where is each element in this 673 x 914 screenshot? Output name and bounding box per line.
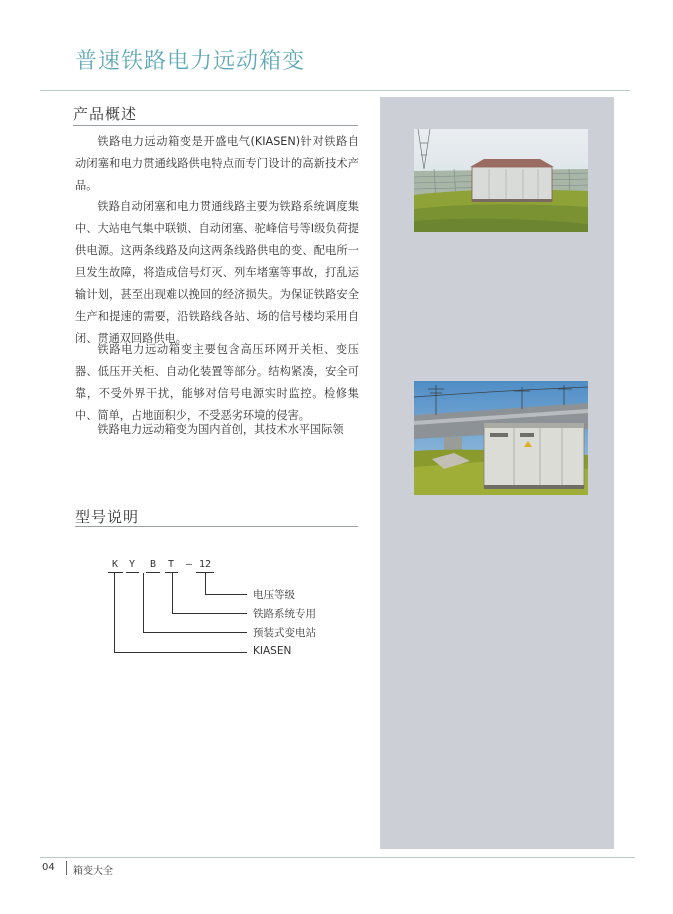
model-code-letter: Y: [129, 559, 136, 570]
code-underline: [108, 572, 123, 573]
connector-line: [172, 613, 247, 614]
section-heading-model: 型号说明: [75, 508, 140, 526]
photo-box-substation-field: [414, 129, 588, 232]
connector-line: [172, 573, 173, 614]
connector-line: [205, 594, 247, 595]
model-desc-brand: KIASEN: [253, 645, 292, 657]
section-heading-overview: 产品概述: [73, 105, 138, 123]
section-divider: [75, 526, 358, 527]
overview-paragraph: 铁路电力远动箱变主要包含高压环网开关柜、变压器、低压开关柜、自动化装置等部分。结构紧凑，安全可靠，不受外界干扰，能够对信号电源实时监控。检修集中、简单，占地面积少，不受恶劣环境的侵害。: [75, 343, 359, 422]
connector-line: [143, 573, 144, 633]
model-code-letter: 12: [199, 559, 212, 570]
model-desc-railway: 铁路系统专用: [253, 608, 316, 620]
photo-illustration: [414, 129, 588, 232]
footer-separator: [66, 861, 67, 875]
section-divider: [73, 125, 358, 126]
photo-illustration: [414, 381, 588, 495]
model-code-letter: B: [150, 559, 157, 570]
connector-line: [114, 652, 247, 653]
footer-divider: [40, 857, 635, 858]
code-underline: [126, 572, 139, 573]
model-desc-voltage: 电压等级: [253, 589, 295, 601]
model-desc-prefab-substation: 预装式变电站: [253, 627, 316, 639]
connector-line: [205, 573, 206, 595]
model-code-letter: K: [112, 559, 119, 570]
overview-paragraph: 铁路电力远动箱变是开盛电气(KIASEN)针对铁路自动闭塞和电力贯通线路供电特点而专门设计的高新技术产品。: [75, 135, 359, 192]
page-title: 普速铁路电力远动箱变: [75, 49, 306, 74]
connector-line: [114, 573, 115, 653]
overview-paragraph: 铁路自动闭塞和电力贯通线路主要为铁路系统调度集中、大站电气集中联锁、自动闭塞、驼峰信号等Ⅰ级负荷提供电源。这两条线路及向这两条线路供电的变、配电所一旦发生故障，将造成信号灯灭、列车堵塞等事故，打乱运输计划，甚至出现难以挽回的经济损失。为保证铁路安全生产和提速的需要，沿铁路线各站、场的信号楼均采用自闭、贯通双回路供电。: [75, 200, 359, 345]
photo-box-substation-bridge: [414, 381, 588, 495]
book-title: 箱变大全: [73, 866, 113, 877]
connector-line: [143, 632, 247, 633]
page-number: 04: [42, 862, 55, 873]
title-divider: [40, 90, 630, 91]
model-code-letter: T: [168, 559, 175, 570]
model-code-letter: –: [186, 559, 193, 570]
overview-paragraph: 铁路电力远动箱变为国内首创，其技术水平国际领: [97, 423, 344, 436]
code-underline: [146, 572, 160, 573]
